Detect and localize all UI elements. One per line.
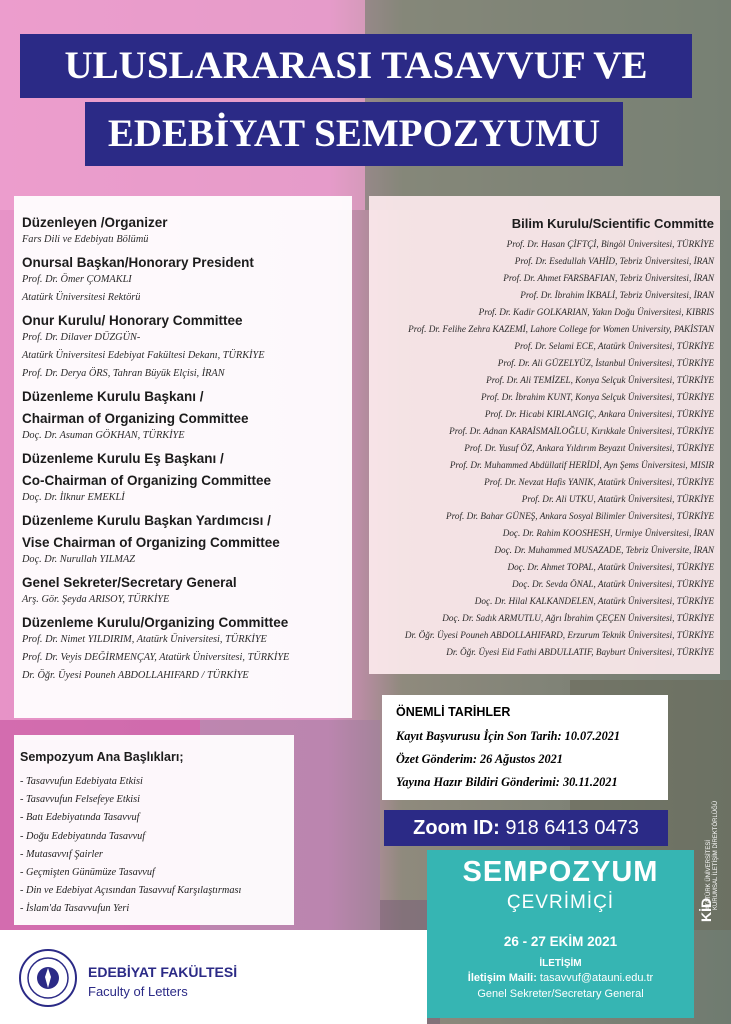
zoom-label: Zoom ID: <box>413 817 500 839</box>
topic-item: - Geçmişten Günümüze Tasavvuf <box>20 867 155 879</box>
organizer-heading: Onur Kurulu/ Honorary Committee <box>22 313 243 328</box>
committee-member: Prof. Dr. Ali TEMİZEL, Konya Selçuk Üniversitesi, TÜRKİYE <box>486 375 714 385</box>
committee-member: Doç. Dr. Hilal KALKANDELEN, Atatürk Üniversitesi, TÜRKİYE <box>474 596 714 606</box>
topic-item: - İslam'da Tasavvufun Yeri <box>20 903 130 915</box>
important-dates-panel <box>382 695 668 800</box>
committee-member: Doç. Dr. Sevda ÖNAL, Atatürk Üniversitesi, TÜRKİYE <box>512 579 714 589</box>
organizer-heading: Co-Chairman of Organizing Committee <box>22 473 272 488</box>
organizer-heading: Düzenleme Kurulu Başkan Yardımcısı / <box>22 513 271 528</box>
committee-member: Prof. Dr. Ali UTKU, Atatürk Üniversitesi, TÜRKİYE <box>521 494 714 504</box>
committee-member: Prof. Dr. Adnan KARAİSMAİLOĞLU, Kırıkkale Üniversitesi, TÜRKİYE <box>449 426 714 436</box>
date-line: Yayına Hazır Bildiri Gönderimi: 30.11.2021 <box>396 775 618 789</box>
symposium-info-panel <box>427 850 694 1018</box>
important-dates-title: ÖNEMLİ TARİHLER <box>396 705 511 719</box>
mail-label: İletişim Maili: <box>467 972 537 984</box>
organizer-name: Atatürk Üniversitesi Edebiyat Fakültesi Dekanı, TÜRKİYE <box>22 350 265 361</box>
mail-address[interactable]: tasavvuf@atauni.edu.tr <box>539 972 654 984</box>
scientific-committee-title: Bilim Kurulu/Scientific Committe <box>511 216 714 231</box>
contact-label: İLETİŞİM <box>539 958 582 969</box>
organizer-heading: Düzenleme Kurulu Başkanı / <box>22 389 204 404</box>
committee-member: Doç. Dr. Muhammed MUSAZADE, Tebriz Üniversite, İRAN <box>494 545 714 555</box>
topics-panel <box>14 735 294 925</box>
organizer-name: Arş. Gör. Şeyda ARISOY, TÜRKİYE <box>22 594 170 605</box>
topic-item: - Tasavvufun Felsefeye Etkisi <box>20 794 141 806</box>
organizer-name: Prof. Dr. Dilaver DÜZGÜN- <box>22 332 141 343</box>
topics-list <box>20 773 241 919</box>
kid-caption <box>706 801 720 910</box>
organizer-name: Doç. Dr. İlknur EMEKLİ <box>22 492 125 503</box>
university-seal-icon <box>18 948 78 1008</box>
committee-member: Prof. Dr. Nevzat Hafis YANIK, Atatürk Üniversitesi, TÜRKİYE <box>484 477 714 487</box>
topic-item: - Din ve Edebiyat Açısından Tasavvuf Karşılaştırması <box>20 885 242 897</box>
organizer-heading: Genel Sekreter/Secretary General <box>22 575 237 590</box>
committee-member: Doç. Dr. Sadık ARMUTLU, Ağrı İbrahim ÇEÇEN Üniversitesi, TÜRKİYE <box>442 613 714 623</box>
scientific-committee-panel <box>369 196 720 674</box>
zoom-id-banner <box>384 810 668 846</box>
symposium-title: SEMPOZYUM <box>462 856 659 888</box>
zoom-value: 918 6413 0473 <box>505 817 639 839</box>
title-line-1: ULUSLARARASI TASAVVUF VE <box>20 34 692 98</box>
topics-title: Sempozyum Ana Başlıkları; <box>20 750 184 764</box>
organizer-name: Fars Dili ve Edebiyatı Bölümü <box>22 234 149 245</box>
topic-item: - Tasavvufun Edebiyata Etkisi <box>20 776 143 787</box>
kid-caption-line-2: KURUMSAL İLETİŞİM DİREKTÖRLÜĞÜ <box>713 800 719 910</box>
kid-logo-text: KİD <box>698 897 714 922</box>
organizers-panel <box>14 196 352 718</box>
organizer-heading: Chairman of Organizing Committee <box>22 411 249 426</box>
date-line: Özet Gönderim: 26 Ağustos 2021 <box>396 752 563 766</box>
faculty-name-tr: EDEBİYAT FAKÜLTESİ <box>88 964 238 980</box>
committee-member: Prof. Dr. Yusuf ÖZ, Ankara Yıldırım Beyazıt Üniversitesi, TÜRKİYE <box>464 443 714 453</box>
footer <box>0 930 427 1024</box>
kid-logo <box>696 790 726 940</box>
organizer-heading: Onursal Başkan/Honorary President <box>22 255 254 270</box>
date-line: Kayıt Başvurusu İçin Son Tarih: 10.07.2021 <box>396 729 621 743</box>
symposium-mode: ÇEVRİMİÇİ <box>506 892 615 913</box>
committee-member: Prof. Dr. Hasan ÇİFTÇİ, Bingöl Üniversitesi, TÜRKİYE <box>506 239 714 249</box>
contact-role: Genel Sekreter/Secretary General <box>477 988 644 1000</box>
scientific-committee-list <box>405 236 714 661</box>
organizer-name: Prof. Dr. Nimet YILDIRIM, Atatürk Üniversitesi, TÜRKİYE <box>22 634 267 645</box>
organizer-name: Atatürk Üniversitesi Rektörü <box>22 292 141 303</box>
faculty-name-en: Faculty of Letters <box>88 984 188 999</box>
topic-item: - Doğu Edebiyatında Tasavvuf <box>20 830 146 842</box>
organizer-name: Doç. Dr. Asuman GÖKHAN, TÜRKİYE <box>22 430 185 441</box>
organizers-list <box>22 214 289 685</box>
committee-member: Doç. Dr. Ahmet TOPAL, Atatürk Üniversitesi, TÜRKİYE <box>507 562 714 572</box>
committee-member: Prof. Dr. Selami ECE, Atatürk Üniversitesi, TÜRKİYE <box>514 341 714 351</box>
topic-item: - Mutasavvıf Şairler <box>20 848 103 860</box>
committee-member: Prof. Dr. Kadir GOLKARIAN, Yakın Doğu Üniversitesi, KIBRIS <box>478 307 714 317</box>
committee-member: Prof. Dr. İbrahim İKBALİ, Tebriz Üniversitesi, İRAN <box>520 290 714 300</box>
committee-member: Prof. Dr. Ali GÜZELYÜZ, İstanbul Üniversitesi, TÜRKİYE <box>497 358 714 368</box>
organizer-heading: Düzenleyen /Organizer <box>22 215 168 230</box>
organizer-name: Prof. Dr. Ömer ÇOMAKLI <box>22 274 132 285</box>
organizer-name: Doç. Dr. Nurullah YILMAZ <box>22 554 135 565</box>
committee-member: Doç. Dr. Rahim KOOSHESH, Urmiye Üniversitesi, İRAN <box>502 528 714 538</box>
committee-member: Prof. Dr. Hicabi KIRLANGIÇ, Ankara Üniversitesi, TÜRKİYE <box>484 409 714 419</box>
committee-member: Prof. Dr. İbrahim KUNT, Konya Selçuk Üniversitesi, TÜRKİYE <box>481 392 714 402</box>
title-line-2: EDEBİYAT SEMPOZYUMU <box>85 102 623 166</box>
committee-member: Prof. Dr. Ahmet FARSBAFIAN, Tebriz Üniversitesi, İRAN <box>503 273 714 283</box>
committee-member: Dr. Öğr. Üyesi Eid Fathi ABDULLATIF, Bayburt Üniversitesi, TÜRKİYE <box>446 647 714 657</box>
organizer-heading: Düzenleme Kurulu Eş Başkanı / <box>22 451 224 466</box>
committee-member: Prof. Dr. Muhammed Abdüllatif HERİDİ, Ayn Şems Üniversitesi, MISIR <box>449 460 714 470</box>
kid-caption-line-1: ATATÜRK ÜNİVERSİTESİ <box>706 839 712 910</box>
committee-member: Prof. Dr. Felihe Zehra KAZEMİ, Lahore College for Women University, PAKİSTAN <box>408 324 714 334</box>
contact-mail-line <box>427 972 694 984</box>
committee-member: Prof. Dr. Esedullah VAHİD, Tebriz Üniversitesi, İRAN <box>514 256 714 266</box>
symposium-date: 26 - 27 EKİM 2021 <box>503 934 618 949</box>
committee-member: Dr. Öğr. Üyesi Pouneh ABDOLLAHIFARD, Erzurum Teknik Üniversitesi, TÜRKİYE <box>404 630 714 640</box>
committee-member: Prof. Dr. Bahar GÜNEŞ, Ankara Sosyal Bilimler Üniversitesi, TÜRKİYE <box>446 511 714 521</box>
organizer-name: Prof. Dr. Veyis DEĞİRMENÇAY, Atatürk Üniversitesi, TÜRKİYE <box>22 652 290 663</box>
organizer-heading: Vise Chairman of Organizing Committee <box>22 535 280 550</box>
topic-item: - Batı Edebiyatında Tasavvuf <box>20 812 140 824</box>
organizer-name: Dr. Öğr. Üyesi Pouneh ABDOLLAHIFARD / TÜRKİYE <box>22 670 249 681</box>
organizer-name: Prof. Dr. Derya ÖRS, Tahran Büyük Elçisi, İRAN <box>22 368 225 379</box>
organizer-heading: Düzenleme Kurulu/Organizing Committee <box>22 615 289 630</box>
